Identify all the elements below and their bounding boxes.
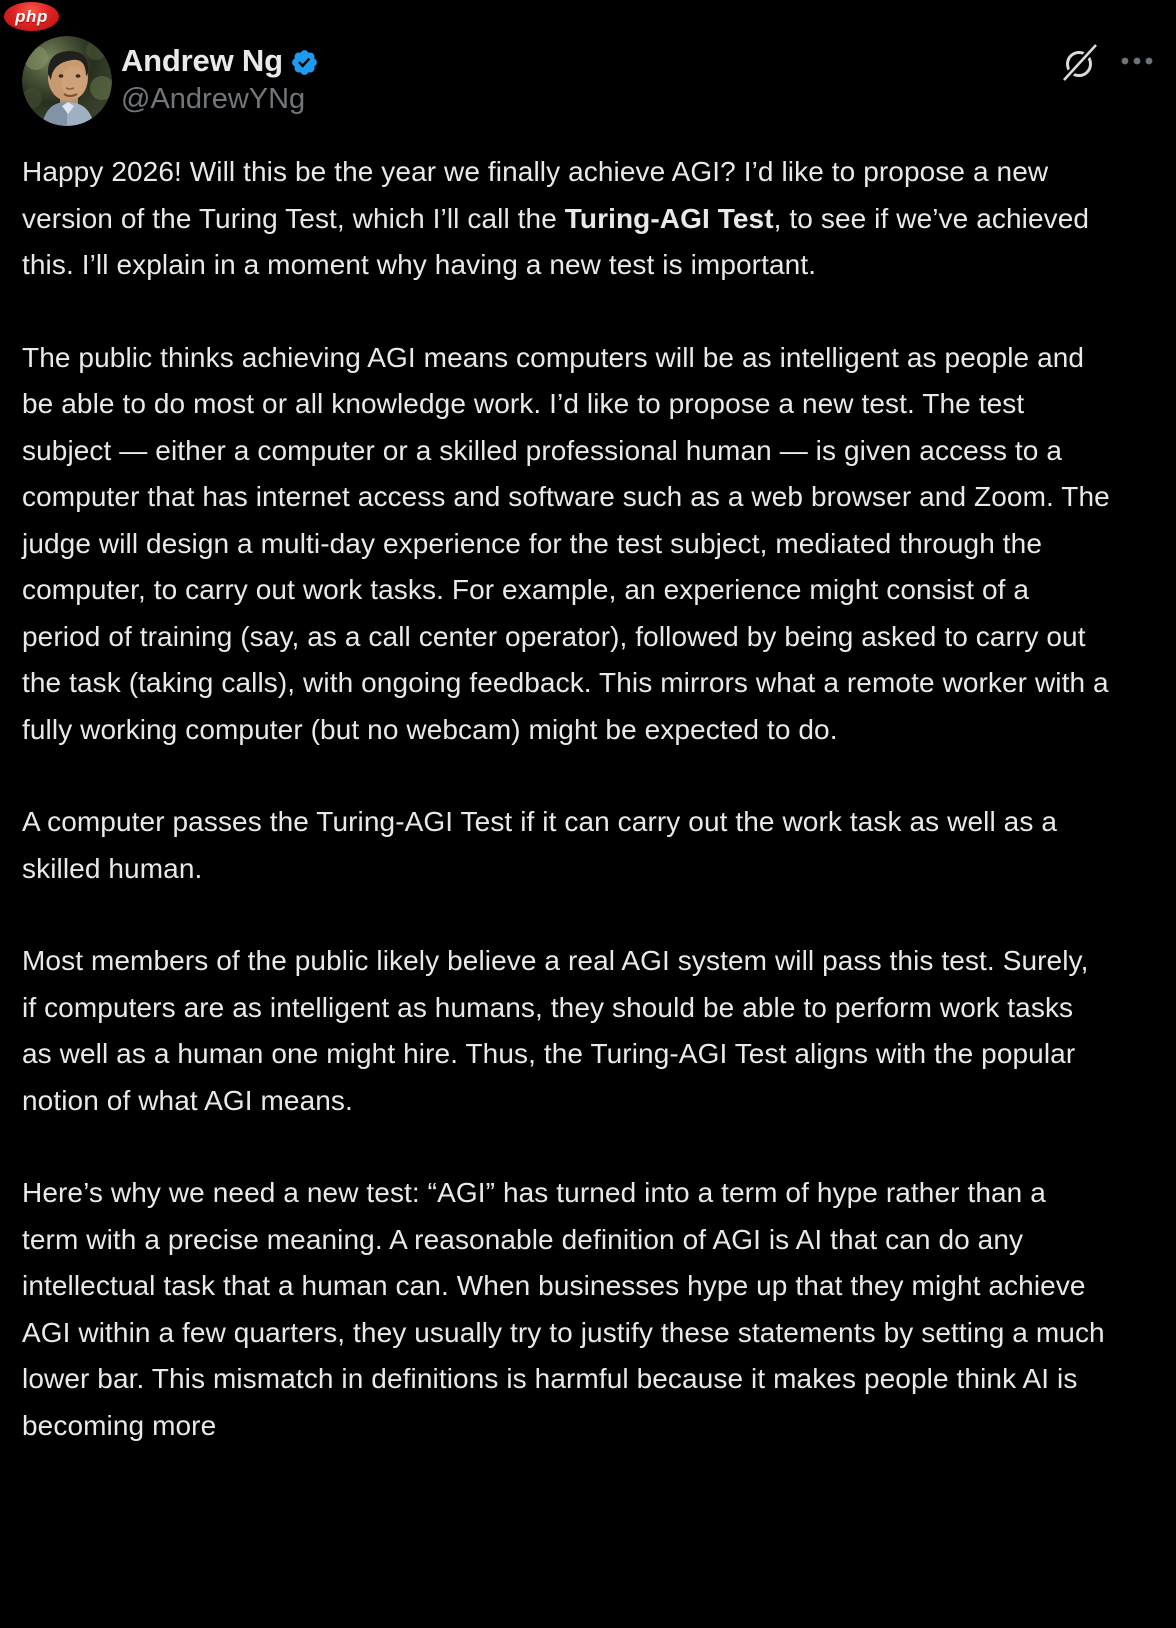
user-handle[interactable]: @AndrewYNg — [121, 83, 306, 115]
display-name[interactable]: Andrew Ng — [121, 43, 283, 78]
post-paragraph-3: A computer passes the Turing-AGI Test if it can carry out the work task as well as a skilled human. — [22, 806, 1057, 884]
post-text — [0, 149, 1132, 1449]
avatar-photo — [22, 36, 112, 126]
paragraph1-tail: , to see if we’ve achieved this. I’ll explain in a moment why having a new test is important. — [22, 202, 1090, 280]
php-watermark-badge — [4, 2, 59, 31]
post-paragraph-1 — [22, 149, 1110, 289]
name-block — [121, 36, 319, 116]
avatar[interactable] — [22, 36, 112, 126]
post-paragraph-2: The public thinks achieving AGI means computers will be as intelligent as people and be able to do most or all knowledge work. I’d like to propose a new test. The test subject — either a computer or a skilled professional human — is given access to a computer that has internet access and software such as a web browser and Zoom. The judge will design a multi-day experience for the test subject, mediated through the computer, to carry out work tasks. For example, an experience might consist of a period of training (say, as a call center operator), followed by being asked to carry out the task (taking calls), with ongoing feedback. This mirrors what a remote worker with a fully working computer (but no webcam) might be expected to do. — [22, 341, 1110, 745]
post-paragraph-5: Here’s why we need a new test: “AGI” has turned into a term of hype rather than a term with a precise meaning. A reasonable definition of AGI is AI that can do any intellectual task that a human can. When businesses hype up that they might achieve AGI within a few quarters, they usually try to justify these statements by setting a much lower bar. This mismatch in definitions is harmful because it makes people think AI is becoming more — [22, 1177, 1105, 1441]
verified-badge-icon — [290, 48, 319, 77]
post-paragraph-4: Most members of the public likely believe a real AGI system will pass this test. Surely, if computers are as intelligent as humans, they should be able to perform work tasks as well as a human one might hire. Thus, the Turing-AGI Test aligns with the popular notion of what AGI means. — [22, 945, 1089, 1116]
paragraph1-lead: Happy 2026! Will this be the year we finally achieve AGI? I’d like to propose a new version of the Turing Test, which I’ll call the — [22, 156, 1049, 234]
more-options-icon[interactable] — [1120, 42, 1154, 66]
post-header — [0, 36, 1176, 126]
php-watermark-label: php — [15, 6, 48, 26]
paragraph1-bold-term: Turing-AGI Test — [564, 202, 774, 234]
name-row — [121, 43, 319, 79]
grok-icon[interactable] — [1060, 42, 1100, 82]
header-actions — [1060, 36, 1154, 82]
